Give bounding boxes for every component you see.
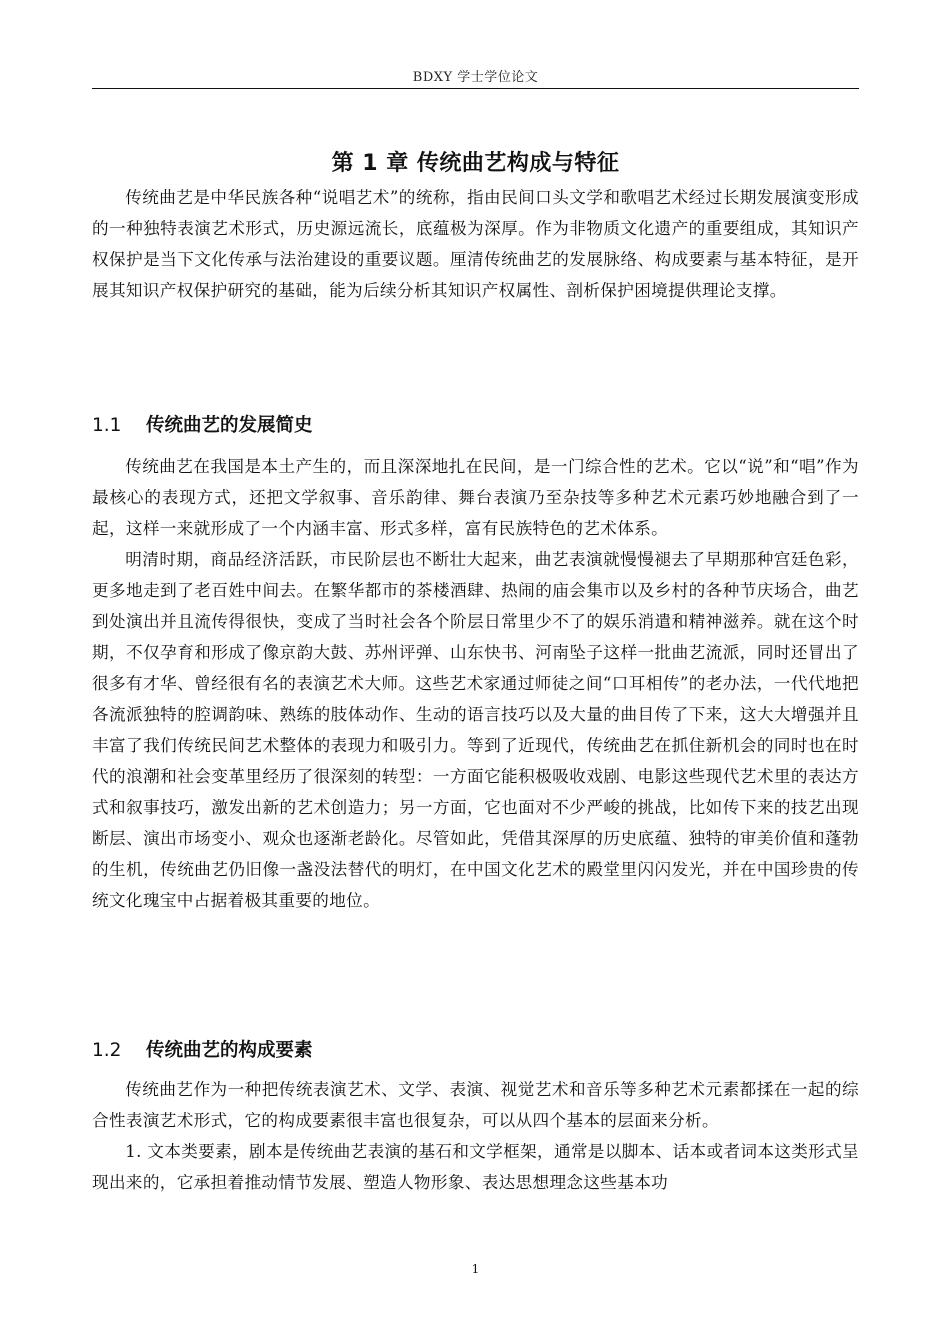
section-1-2-body — [92, 1074, 859, 1198]
intro-paragraph: 传统曲艺是中华民族各种“说唱艺术”的统称，指由民间口头文学和歌唱艺术经过长期发展演变形成的一种独特表演艺术形式，历史源远流长，底蕴极为深厚。作为非物质文化遗产的重要组成，其知识产权保护是当下文化传承与法治建设的重要议题。厘清传统曲艺的发展脉络、构成要素与基本特征，是开展其知识产权保护研究的基础，能为后续分析其知识产权属性、剖析保护困境提供理论支撑。 — [92, 188, 859, 300]
section-number: 1.2 — [92, 1040, 122, 1061]
section-heading-1-2 — [92, 1036, 859, 1062]
section-title: 传统曲艺的构成要素 — [146, 1040, 313, 1061]
section-heading-1-1 — [92, 411, 859, 437]
section-number: 1.1 — [92, 415, 122, 436]
body-paragraph: 明清时期，商品经济活跃，市民阶层也不断壮大起来，曲艺表演就慢慢褪去了早期那种宫廷色彩，更多地走到了老百姓中间去。在繁华都市的茶楼酒肆、热闹的庙会集市以及乡村的各种节庆场合，曲艺到处演出并且流传得很快，变成了当时社会各个阶层日常里少不了的娱乐消遣和精神滋养。就在这个时期，不仅孕育和形成了像京韵大鼓、苏州评弹、山东快书、河南坠子这样一批曲艺流派，同时还冒出了很多有才华、曾经很有名的表演艺术大师。这些艺术家通过师徒之间“口耳相传”的老办法，一代代地把各流派独特的腔调韵味、熟练的肢体动作、生动的语言技巧以及大量的曲目传了下来，这大大增强并且丰富了我们传统民间艺术整体的表现力和吸引力。等到了近现代，传统曲艺在抓住新机会的同时也在时代的浪潮和社会变革里经历了很深刻的转型：一方面它能积极吸收戏剧、电影这些现代艺术里的表达方式和叙事技巧，激发出新的艺术创造力；另一方面，它也面对不少严峻的挑战，比如传下来的技艺出现断层、演出市场变小、观众也逐渐老龄化。尽管如此，凭借其深厚的历史底蕴、独特的审美价值和蓬勃的生机，传统曲艺仍旧像一盏没法替代的明灯，在中国文化艺术的殿堂里闪闪发光，并在中国珍贵的传统文化瑰宝中占据着极其重要的地位。 — [92, 550, 859, 910]
running-header: BDXY 学士学位论文 — [412, 70, 539, 85]
header-rule — [92, 88, 859, 89]
chapter-title: 第 1 章 传统曲艺构成与特征 — [331, 151, 620, 176]
section-1-1-body — [92, 451, 859, 916]
section-title: 传统曲艺的发展简史 — [146, 415, 313, 436]
page-number: 1 — [471, 1262, 480, 1276]
body-paragraph: 传统曲艺作为一种把传统表演艺术、文学、表演、视觉艺术和音乐等多种艺术元素都揉在一起的综合性表演艺术形式，它的构成要素很丰富也很复杂，可以从四个基本的层面来分析。 — [92, 1080, 859, 1130]
body-paragraph: 1. 文本类要素，剧本是传统曲艺表演的基石和文学框架，通常是以脚本、话本或者词本这类形式呈现出来的，它承担着推动情节发展、塑造人物形象、表达思想理念这些基本功 — [92, 1142, 859, 1192]
body-paragraph: 传统曲艺在我国是本土产生的，而且深深地扎在民间，是一门综合性的艺术。它以“说”和“唱”作为最核心的表现方式，还把文学叙事、音乐韵律、舞台表演乃至杂技等多种艺术元素巧妙地融合到了一起，这样一来就形成了一个内涵丰富、形式多样，富有民族特色的艺术体系。 — [92, 457, 859, 538]
intro-block — [92, 182, 859, 306]
